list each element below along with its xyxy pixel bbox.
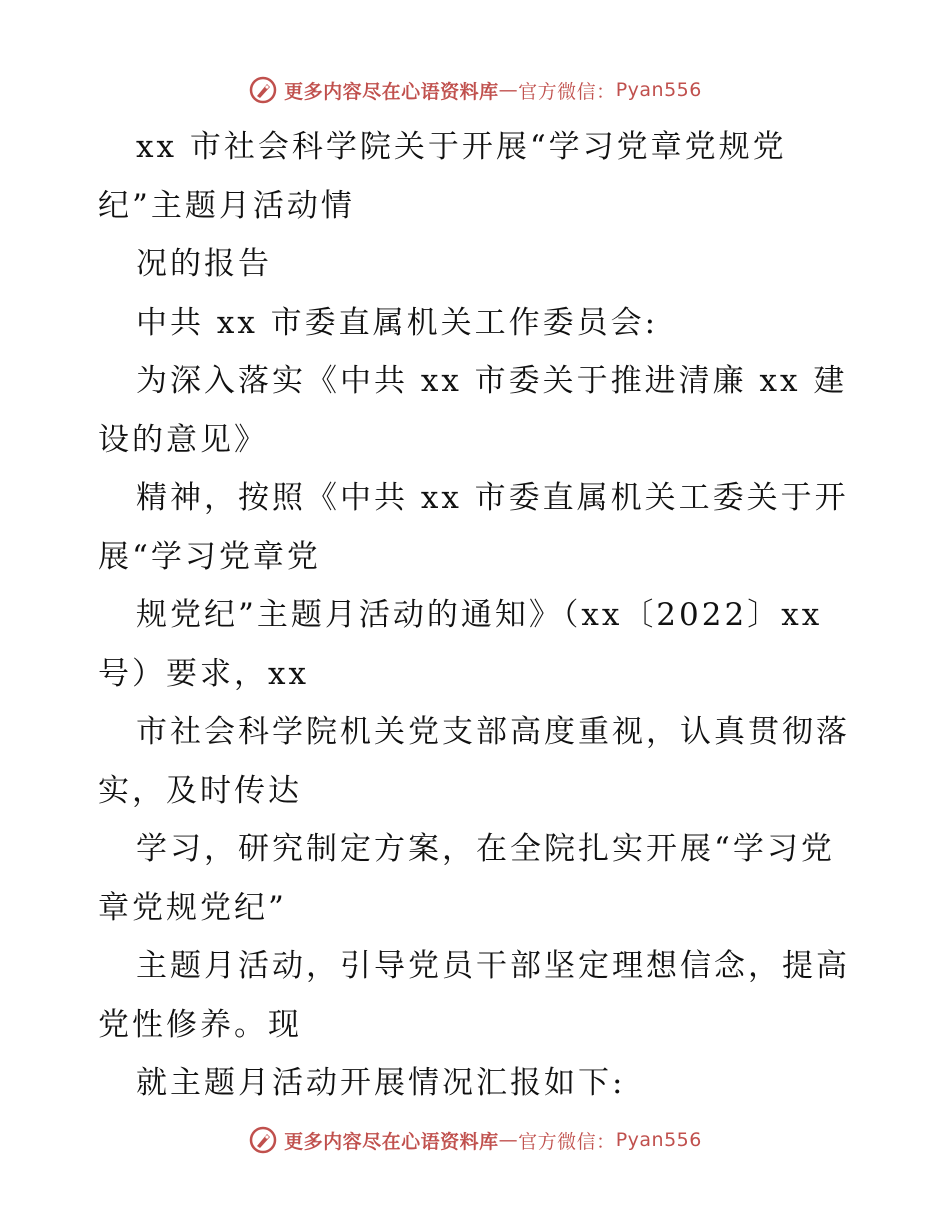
watermark-brand: 更多内容尽在心语资料库 bbox=[284, 80, 499, 103]
watermark-brand: 更多内容尽在心语资料库 bbox=[284, 1130, 499, 1153]
paragraph-line: 实，及时传达 bbox=[98, 772, 302, 809]
paragraph-line: 展“学习党章党 bbox=[98, 538, 321, 575]
paragraph-line: 章党规党纪” bbox=[98, 889, 287, 926]
footer-watermark bbox=[0, 1120, 950, 1160]
addressee-line: 中共 xx 市委直属机关工作委员会: bbox=[136, 304, 659, 341]
title-line: xx 市社会科学院关于开展“学习党章党规党 bbox=[136, 129, 787, 165]
watermark-account: Pyan556 bbox=[615, 1129, 702, 1151]
paragraph-line: 主题月活动，引导党员干部坚定理想信念，提高 bbox=[136, 948, 850, 984]
paragraph-line: 精神，按照《中共 xx 市委直属机关工委关于开 bbox=[136, 480, 849, 516]
watermark-separator: — bbox=[498, 1129, 519, 1151]
watermark-account: Pyan556 bbox=[615, 79, 702, 101]
header-watermark bbox=[0, 70, 950, 110]
pen-nib-logo-icon bbox=[248, 75, 278, 105]
watermark-separator: — bbox=[498, 79, 519, 101]
paragraph-line: 市社会科学院机关党支部高度重视，认真贯彻落 bbox=[136, 714, 850, 750]
watermark-official-label: 官方微信： bbox=[518, 80, 616, 103]
paragraph-line: 设的意见》 bbox=[98, 421, 268, 458]
document-body bbox=[98, 118, 858, 1113]
paragraph-line: 为深入落实《中共 xx 市委关于推进清廉 xx 建 bbox=[136, 363, 848, 399]
paragraph-line: 规党纪”主题月活动的通知》（xx〔2022〕xx bbox=[136, 597, 823, 633]
paragraph-line: 号）要求，xx bbox=[98, 655, 309, 692]
watermark-official-label: 官方微信： bbox=[518, 1130, 616, 1153]
paragraph-line: 党性修养。现 bbox=[98, 1006, 302, 1043]
title-line: 况的报告 bbox=[136, 246, 272, 282]
paragraph-line: 就主题月活动开展情况汇报如下: bbox=[136, 1065, 626, 1101]
title-line: 纪”主题月活动情 bbox=[98, 187, 355, 224]
pen-nib-logo-icon bbox=[248, 1125, 278, 1155]
paragraph-line: 学习，研究制定方案，在全院扎实开展“学习党 bbox=[136, 831, 835, 867]
